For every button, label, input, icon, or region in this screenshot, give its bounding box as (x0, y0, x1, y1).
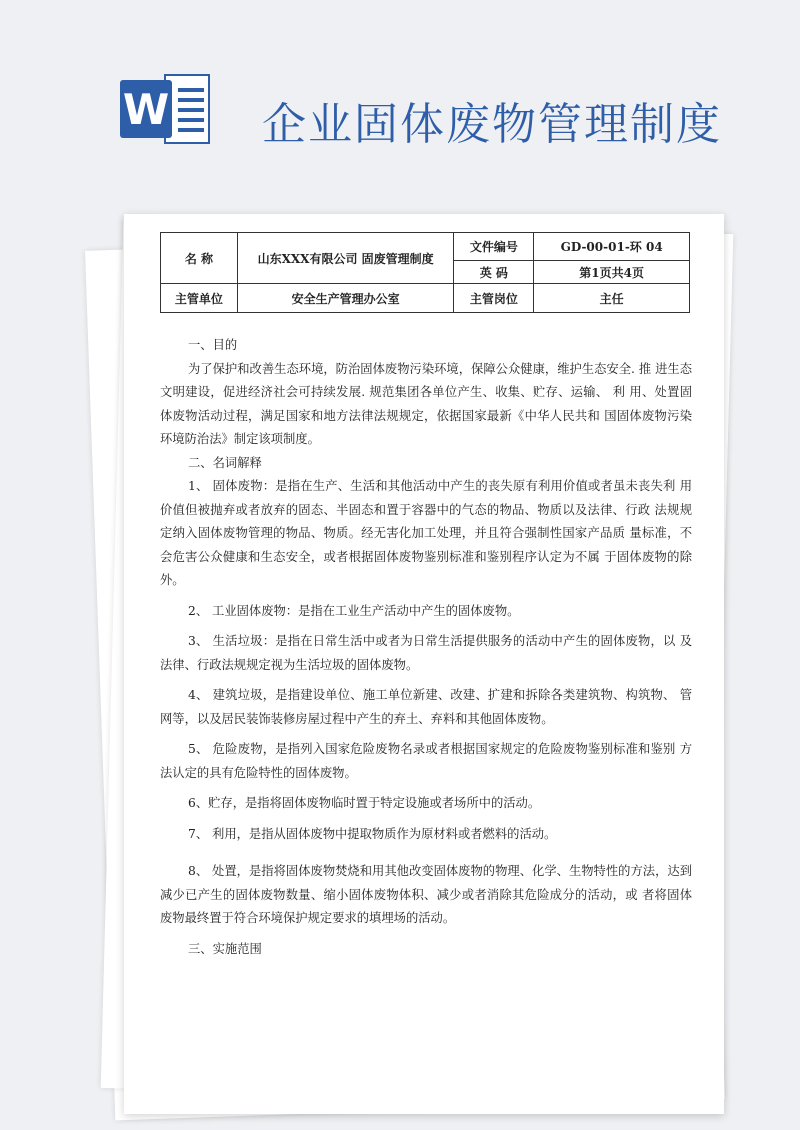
doc-no-value: GD-00-01-环 04 (534, 233, 690, 261)
definition-household-waste: 3、 生活垃圾：是指在日常生活中或者为日常生活提供服务的活动中产生的固体废物，以 及法律、行政法规规定视为生活垃圾的固体废物。 (160, 634, 692, 672)
definition-construction-waste: 4、 建筑垃圾，是指建设单位、施工单位新建、改建、扩建和拆除各类建筑物、构筑物、 管网等，以及居民装饰装修房屋过程中产生的弃土、弃料和其他固体废物。 (160, 688, 692, 726)
name-value: 山东XXX有限公司 固废管理制度 (237, 233, 454, 284)
definition-solid-waste: 1、 固体废物：是指在生产、生活和其他活动中产生的丧失原有利用价值或者虽未丧失利 用价值但被抛弃或者放弃的固态、半固态和置于容器中的气态的物品、物质以及法律、行政 法规规定纳入固体废物管理的物品、物质。经无害化加工处理，并且符合强制性国家产品质 量标准，不会危害公众健康和生态安全，或者根据固体废物鉴别标准和鉴别程序认定为不属 于固体废物的除外。 (160, 479, 692, 587)
section-heading-definitions: 二、名词解释 (188, 455, 262, 470)
word-document-icon (120, 74, 212, 144)
page-count-value: 第1页共4页 (534, 261, 690, 284)
post-label: 主管岗位 (454, 284, 534, 313)
section-heading-purpose: 一、目的 (188, 338, 238, 352)
definition-utilization: 7、 利用，是指从固体废物中提取物质作为原材料或者燃料的活动。 (188, 826, 557, 841)
definition-hazardous-waste: 5、 危险废物，是指列入国家危险废物名录或者根据国家规定的危险废物鉴别标准和鉴别 方法认定的具有危险特性的固体废物。 (160, 742, 692, 780)
definition-disposal: 8、 处置，是指将固体废物焚烧和用其他改变固体废物的物理、化学、生物特性的方法，达到减少已产生的固体废物数量、缩小固体废物体积、减少或者消除其危险成分的活动，或 者将固体废物最终置于符合环境保护规定要求的填埋场的活动。 (160, 864, 692, 925)
document-body (160, 334, 692, 961)
definition-storage: 6、贮存，是指将固体废物临时置于特定设施或者场所中的活动。 (188, 796, 541, 810)
page-title: 企业固体废物管理制度 (262, 99, 722, 150)
document-info-table (160, 232, 690, 313)
doc-no-label: 文件编号 (454, 233, 534, 261)
word-letter-logo: W (120, 80, 172, 138)
post-value: 主任 (534, 284, 690, 313)
name-label: 名 称 (161, 233, 238, 284)
purpose-paragraph: 为了保护和改善生态环境，防治固体废物污染环境，保障公众健康，维护生态安全. 推 进生态文明建设，促进经济社会可持续发展. 规范集团各单位产生、收集、贮存、运输、 利 用、处置固体废物活动过程，满足国家和地方法律法规规定，依据国家最新《中华人民共和 国固体废物污染环境防治法》制定该项制度。 (160, 361, 692, 446)
definition-industrial-waste: 2、 工业固体废物：是指在工业生产活动中产生的固体废物。 (188, 603, 520, 618)
code-label: 英 码 (454, 261, 534, 284)
document-page (124, 214, 724, 1114)
header (0, 0, 800, 200)
dept-value: 安全生产管理办公室 (237, 284, 454, 313)
section-heading-scope: 三、实施范围 (188, 941, 262, 956)
dept-label: 主管单位 (161, 284, 238, 313)
